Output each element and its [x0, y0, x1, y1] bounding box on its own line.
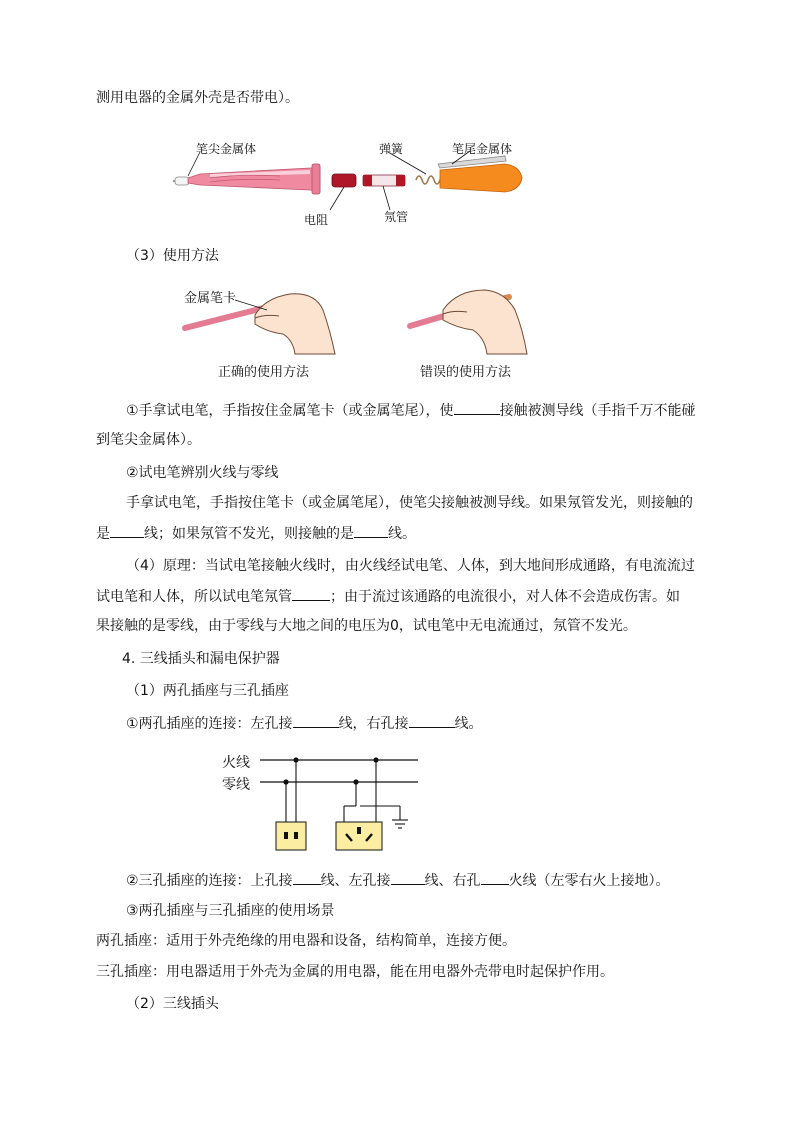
- section-heading: （2）三线插头: [126, 996, 219, 1012]
- text-segment: 接触被测导线（手指千万不能碰: [499, 403, 696, 419]
- text-segment: ①手拿试电笔，手指按住金属笔卡（或金属笔尾），使: [126, 403, 454, 419]
- text-segment: 线、左孔接: [320, 873, 391, 889]
- fill-blank: [354, 523, 388, 538]
- label-resistor: 电阻: [304, 213, 329, 227]
- text-line: 到笔尖金属体）。: [96, 432, 201, 448]
- section-heading: 4. 三线插头和漏电保护器: [122, 651, 280, 667]
- socket-hole: [294, 832, 298, 839]
- two-hole-socket: [276, 822, 306, 850]
- pen-clip-shaft: [312, 164, 320, 194]
- text-segment: 线。: [454, 716, 483, 732]
- neon-tube-cap: [363, 175, 372, 186]
- text-segment: 线。: [388, 526, 416, 542]
- resistor-component: [332, 174, 356, 187]
- text-line: [96, 586, 680, 607]
- text-line: [126, 713, 483, 734]
- fill-blank: [391, 870, 425, 885]
- label-tail-metal: 笔尾金属体: [452, 142, 513, 156]
- caption-correct: 正确的使用方法: [218, 365, 310, 380]
- section-heading: （1）两孔插座与三孔插座: [126, 683, 289, 699]
- hand-correct: [255, 294, 335, 354]
- section-heading: （3）使用方法: [126, 248, 219, 264]
- text-line: 测用电器的金属外壳是否带电）。: [96, 90, 299, 106]
- label-neutral-wire: 零线: [222, 777, 250, 793]
- socket-wiring-diagram: [220, 748, 430, 858]
- text-line: [126, 870, 670, 891]
- label-live-wire: 火线: [222, 755, 250, 771]
- socket-hole: [284, 832, 288, 839]
- text-line: ③两孔插座与三孔插座的使用场景: [126, 903, 335, 919]
- text-segment: ①两孔插座的连接：左孔接: [126, 716, 293, 732]
- label-spring: 弹簧: [379, 142, 404, 156]
- hand-wrong: [443, 290, 527, 354]
- label-tip-metal: 笔尖金属体: [196, 142, 257, 156]
- text-line: 三孔插座：用电器适用于外壳为金属的用电器，能在用电器外壳带电时起保护作用。: [96, 964, 614, 980]
- fill-blank: [293, 713, 339, 728]
- text-segment: 试电笔和人体，所以试电笔氖管: [96, 589, 292, 605]
- text-line: [126, 400, 696, 421]
- label-metal-clip: 金属笔卡: [184, 291, 237, 306]
- pen-tail: [440, 164, 522, 192]
- text-line: 手拿试电笔，手指按住笔卡（或金属笔尾），使笔尖接触被测导线。如果氖管发光，则接触的: [126, 495, 693, 511]
- neon-pointer: [383, 186, 390, 210]
- fill-blank: [293, 870, 321, 885]
- text-line: ②试电笔辨别火线与零线: [126, 465, 279, 481]
- text-line: （4）原理：当试电笔接触火线时，由火线经试电笔、人体，到大地间形成通路，有电流流过: [126, 558, 695, 574]
- text-segment: 线，右孔接: [338, 716, 409, 732]
- fill-blank: [454, 400, 500, 415]
- socket-hole: [357, 827, 361, 834]
- fill-blank: [481, 870, 509, 885]
- neon-tube-cap: [396, 175, 405, 186]
- pen-tip: [175, 177, 189, 185]
- text-segment: ②三孔插座的连接：上孔接: [126, 873, 293, 889]
- text-segment: ；由于流过该通路的电流很小，对人体不会造成伤害。如: [330, 589, 680, 605]
- text-segment: 火线（左零右火上接地）。: [508, 873, 670, 889]
- text-segment: 线；如果氖管不发光，则接触的是: [144, 526, 354, 542]
- text-segment: 线、右孔: [424, 873, 481, 889]
- resistor-pointer: [330, 187, 344, 210]
- fill-blank: [110, 523, 144, 538]
- text-line: 果接触的是零线，由于零线与大地之间的电压为0，试电笔中无电流通过，氖管不发光。: [96, 618, 637, 634]
- text-line: 两孔插座：适用于外壳绝缘的用电器和设备，结构简单，连接方便。: [96, 933, 516, 949]
- three-hole-socket: [336, 822, 382, 850]
- text-line: [96, 523, 416, 544]
- label-neon: 氖管: [384, 210, 409, 224]
- text-segment: 是: [96, 526, 110, 542]
- fill-blank: [409, 713, 455, 728]
- fill-blank: [292, 586, 330, 601]
- caption-wrong: 错误的使用方法: [420, 365, 512, 380]
